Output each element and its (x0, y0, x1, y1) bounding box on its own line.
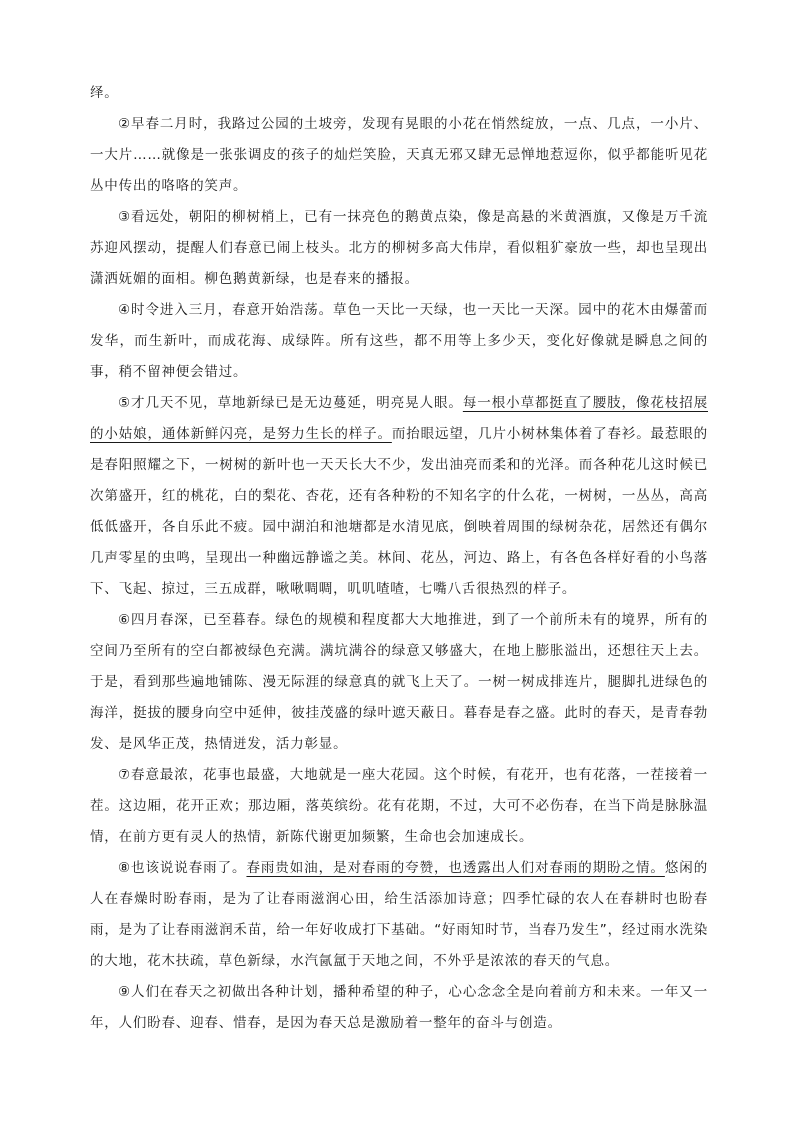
paragraph-5 (90, 388, 708, 605)
paragraph-5-intro: ⑤才几天不见，草地新绿已是无边蔓延，明亮晃人眼。 (118, 395, 463, 411)
document-page (90, 78, 708, 1039)
underlined-sentence-1: 每一根小草都挺直了腰肢，像花枝招展的小姑娘，通体新鲜闪亮，是努力生长的样子。 (90, 395, 708, 442)
paragraph-3: ③看远处，朝阳的柳树梢上，已有一抹亮色的鹅黄点染，像是高悬的米黄酒旗，又像是万千流苏迎风摆动，提醒人们春意已闹上枝头。北方的柳树多高大伟岸，看似粗犷豪放一些，却也呈现出潇洒妩媚的面相。柳色鹅黄新绿，也是春来的播报。 (90, 209, 708, 287)
paragraph-2: ②早春二月时，我路过公园的土坡旁，发现有晃眼的小花在悄然绽放，一点、几点，一小片、一大片……就像是一张张调皮的孩子的灿烂笑脸，天真无邪又肆无忌惮地惹逗你，似乎都能听见花丛中传出的咯咯的笑声。 (90, 116, 708, 194)
paragraph-8-body: 悠闲的人在春燥时盼春雨，是为了让春雨滋润心田，给生活添加诗意；四季忙碌的农人在春耕时也盼春雨，是为了让春雨滋润禾苗，给一年好收成打下基础。“好雨知时节，当春乃发生”，经过雨水洗染的大地，花木扶疏，草色新绿，水汽氤氲于天地之间，不外乎是浓浓的春天的气息。 (90, 860, 708, 969)
paragraph-8-intro: ⑧也该说说春雨了。 (118, 860, 247, 876)
continuation-line: 绎。 (90, 85, 119, 101)
paragraph-6: ⑥四月春深，已至暮春。绿色的规模和程度都大大地推进，到了一个前所未有的境界，所有的空间乃至所有的空白都被绿色充满。满坑满谷的绿意又够盛大，在地上膨胀溢出，还想往天上去。于是，看到那些遍地铺陈、漫无际涯的绿意真的就飞上天了。一树一树成排连片，腿脚扎进绿色的海洋，挺拔的腰身向空中延伸，彼挂茂盛的绿叶遮天蔽日。暮春是春之盛。此时的春天，是青春勃发、是风华正茂，热情迸发，活力彰显。 (90, 612, 708, 752)
paragraph-8 (90, 853, 708, 977)
underlined-sentence-2: 春雨贵如油，是对春雨的夸赞，也透露出人们对春雨的期盼之情。 (246, 860, 665, 876)
paragraph-7: ⑦春意最浓，花事也最盛，大地就是一座大花园。这个时候，有花开，也有花落，一茬接着一茬。这边厢，花开正欢；那边厢，落英缤纷。花有花期，不过，大可不必伤春，在当下尚是脉脉温情，在前方更有灵人的热情，新陈代谢更加频繁，生命也会加速成长。 (90, 767, 708, 845)
paragraph-5-body: 而抬眼远望，几片小树林集体着了春衫。最惹眼的是春阳照耀之下，一树树的新叶也一天天长大不少，发出油亮而柔和的光泽。而各种花儿这时候已次第盛开，红的桃花，白的梨花、杏花，还有各种粉的不知名字的什么花，一树树，一丛丛，高高低低盛开，各自乐此不疲。园中湖泊和池塘都是水清见底，倒映着周围的绿树杂花，居然还有偶尔几声零星的虫鸣，呈现出一种幽远静谧之美。林间、花丛，河边、路上，有各色各样好看的小鸟落下、飞起、掠过，三五成群，啾啾啁啁，叽叽喳喳，七嘴八舌很热烈的样子。 (90, 426, 708, 597)
paragraph-9: ⑨人们在春天之初做出各种计划，播种希望的种子，心心念念全是向着前方和未来。一年又一年，人们盼春、迎春、惜春，是因为春天总是激励着一整年的奋斗与创造。 (90, 984, 708, 1031)
paragraph-4: ④时令进入三月，春意开始浩荡。草色一天比一天绿，也一天比一天深。园中的花木由爆蕾而发华，而生新叶，而成花海、成绿阵。所有这些，都不用等上多少天，变化好像就是瞬息之间的事，稍不留神便会错过。 (90, 302, 708, 380)
